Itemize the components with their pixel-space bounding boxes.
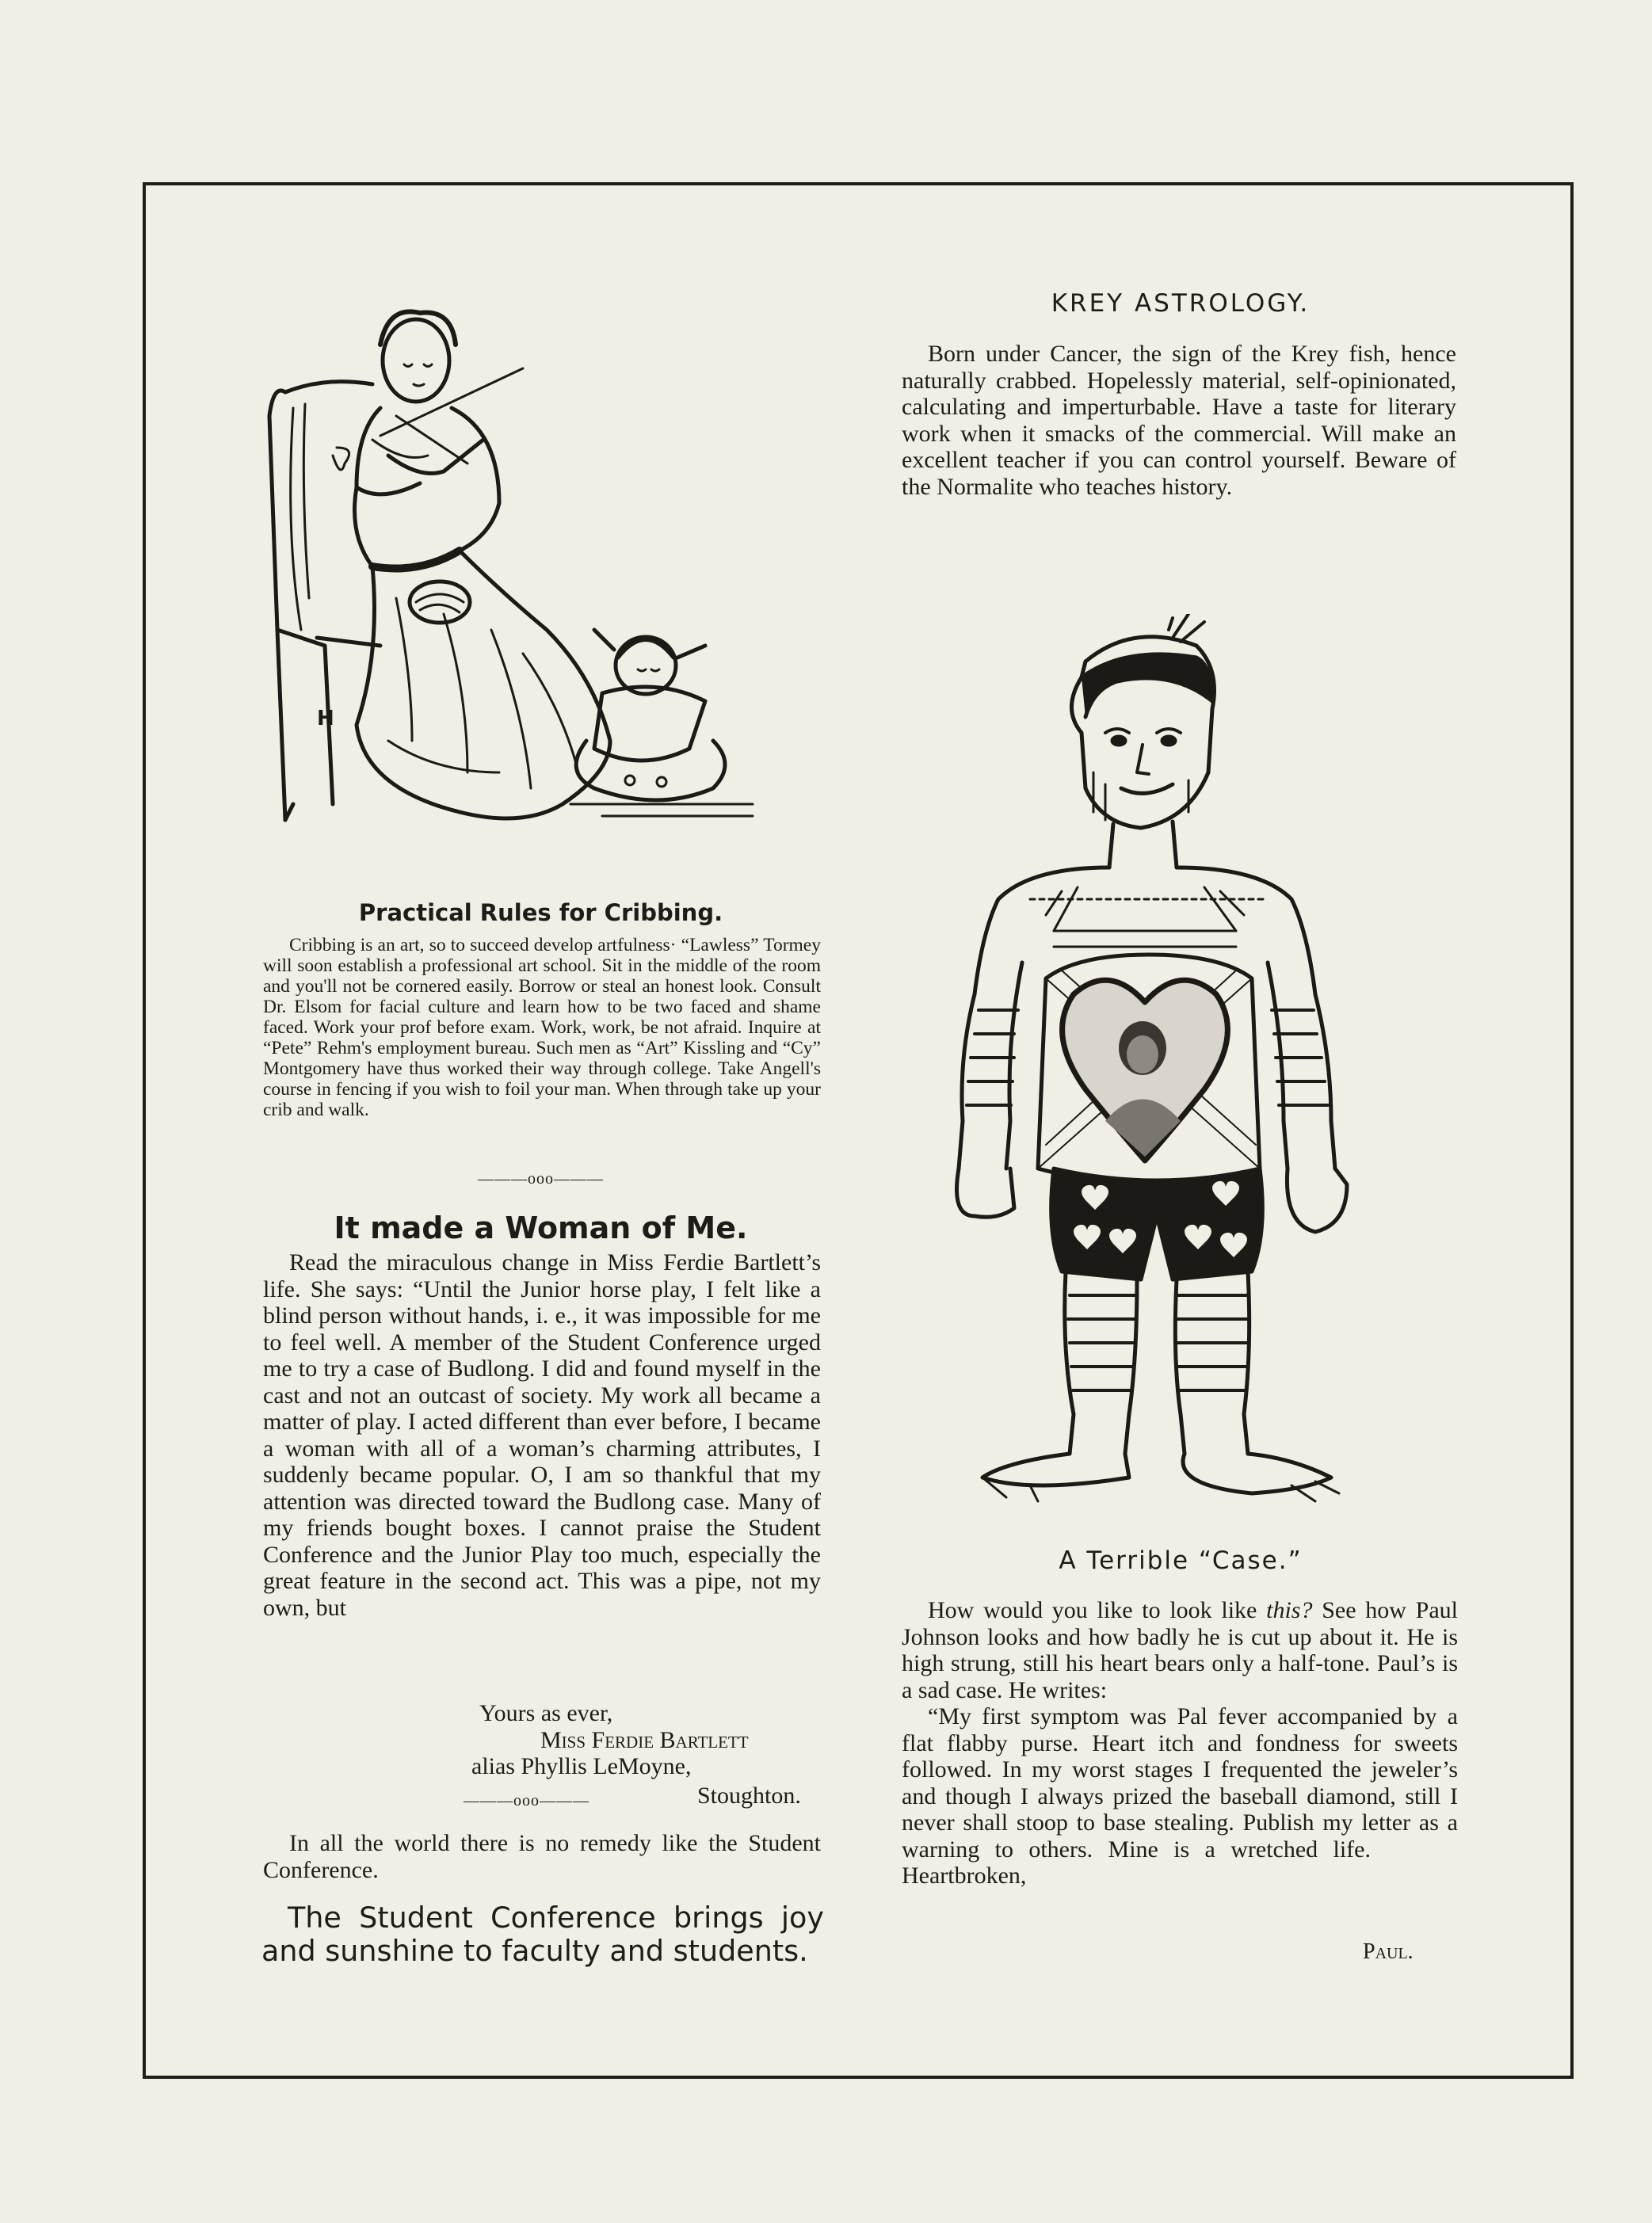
case-intro-text: How would you like to look like <box>928 1597 1267 1623</box>
separator: ———ooo——— <box>478 1170 604 1188</box>
place-line: Stoughton. <box>697 1783 801 1809</box>
separator: ———ooo——— <box>464 1792 589 1809</box>
svg-text:H: H <box>317 707 334 730</box>
woman-article-body: Read the miraculous change in Miss Ferdie Bartlett’s life. She says: “Until the Junior horse play, I felt like a blind person without hands, i. e., it was impossible for me to feel well. A member of the Student Conference urged me to try a case of Budlong. I did and found myself in the cast and not an outcast of society. My work all became a matter of play. I acted different than ever before, I became a woman with all of a woman’s charming attributes, I suddenly became popular. O, I am so thankful that my attention was directed toward the Budlong case. Many of my friends bought boxes. I cannot praise the Student Conference and the Junior Play too much, especially the great feature in the second act. This was a pipe, not my own, but <box>263 1249 821 1621</box>
cribbing-title: Practical Rules for Cribbing. <box>358 899 723 926</box>
krey-astrology-body: Born under Cancer, the sign of the Krey fish, hence naturally crabbed. Hopelessly material, self-opinionated, calculating and imperturbable. Have a taste for literary work when it smacks of the commercial. Will make an excellent teacher if you can control yourself. Beware of the Normalite who teaches history. <box>902 341 1456 500</box>
case-intro-text-rest: See how Paul Johnson looks and how badly he is cut up about it. He is high strung, still his heart bears only a half-tone. Paul’s is a sad case. He writes: <box>902 1597 1458 1703</box>
case-closing: Heartbroken, <box>902 1863 1027 1889</box>
paul-signature: Paul. <box>1363 1939 1414 1964</box>
alias-line: alias Phyllis LeMoyne, <box>471 1753 692 1779</box>
case-letter <box>902 1703 1458 1889</box>
case-letter-text: “My first symptom was Pal fever accompanied by a flat flabby purse. Heart itch and fondness for sweets followed. In my worst stages I frequented the jeweler’s and though I always prized the baseball diamond, still I never shall stoop to base stealing. Publish my letter as a warning to others. Mine is a wretched life. <box>902 1703 1458 1863</box>
terrible-case-body <box>902 1597 1458 1889</box>
cribbing-body: Cribbing is an art, so to succeed develop artfulness· “Lawless” Tormey will soon establish a professional art school. Sit in the middle of the room and you'll not be cornered easily. Borrow or steal an honest look. Consult Dr. Elsom for facial culture and learn how to be two faced and shame faced. Work your prof before exam. Work, work, be not afraid. Inquire at “Pete” Rehm's employment bureau. Such men as “Art” Kissling and “Cy” Montgomery have thus worked their way through college. Take Angell's course in fencing if you wish to foil your man. When through take up your crib and walk. <box>263 935 821 1120</box>
woman-article-title: It made a Woman of Me. <box>334 1211 748 1245</box>
case-intro <box>902 1597 1458 1703</box>
woman-knitting-illustration <box>261 297 864 852</box>
case-intro-emphasis: this? <box>1266 1597 1313 1623</box>
remedy-text: In all the world there is no remedy like the Student Conference. <box>263 1830 821 1883</box>
slogan-text: The Student Conference brings joy and sunshine to faculty and students. <box>261 1901 824 1968</box>
closing-line: Yours as ever, <box>479 1700 613 1726</box>
caricature-man-heart-portrait-illustration <box>935 614 1379 1509</box>
krey-astrology-title: KREY ASTROLOGY. <box>1051 289 1311 318</box>
terrible-case-title: A Terrible “Case.” <box>1059 1546 1303 1575</box>
signature: Miss Ferdie Bartlett <box>540 1727 749 1753</box>
